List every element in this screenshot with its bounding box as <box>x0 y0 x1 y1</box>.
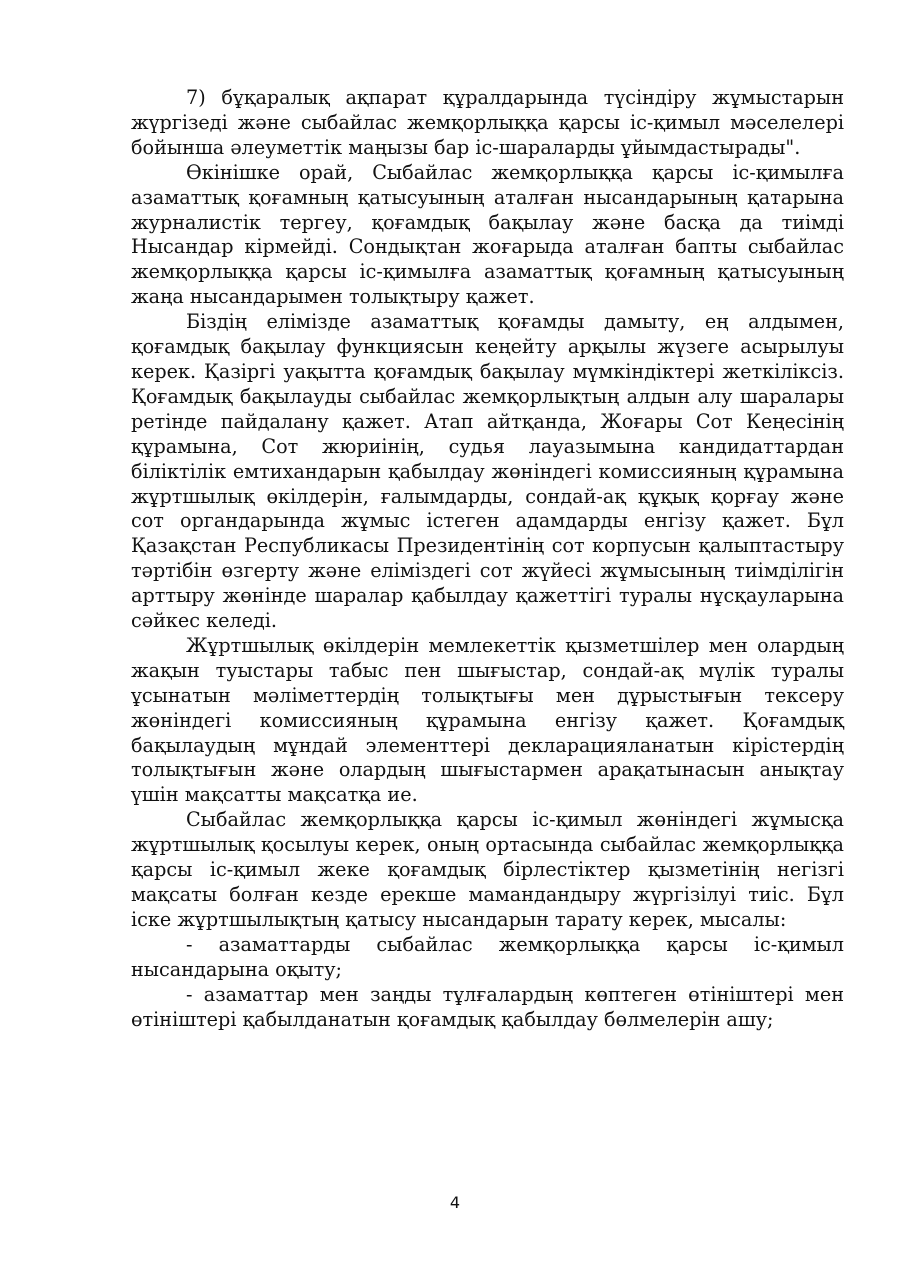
list-item: - азаматтарды сыбайлас жемқорлыққа қарсы іс-қимыл нысандарына оқыту; <box>131 932 844 981</box>
paragraph: 7) бұқаралық ақпарат құралдарында түсіндіру жұмыстарын жүргізеді және сыбайлас жемқорлыққа қарсы іс-қимыл мәселелері бойынша әлеуметтік маңызы бар іс-шараларды ұйымдастырады". <box>131 86 844 159</box>
paragraph: Өкінішке орай, Сыбайлас жемқорлыққа қарсы іс-қимылға азаматтық қоғамның қатысуының аталған нысандарының қатарына журналистік тергеу, қоғамдық бақылау және басқа да тиімді Нысандар кірмейді. Сондықтан жоғарыда аталған бапты сыбайлас жемқорлыққа қарсы іс-қимылға азаматтық қоғамның қатысуының жаңа нысандарымен толықтыру қажет. <box>131 160 844 309</box>
paragraph: Сыбайлас жемқорлыққа қарсы іс-қимыл жөніндегі жұмысқа жұртшылық қосылуы керек, оның ортасында сыбайлас жемқорлыққа қарсы іс-қимыл жеке қоғамдық бірлестіктер қызметінің негізгі мақсаты болған кезде ерекше мамандандыру жүргізілуі тиіс. Бұл іске жұртшылықтың қатысу нысандарын тарату керек, мысалы: <box>131 808 844 931</box>
paragraph: Жұртшылық өкілдерін мемлекеттік қызметшілер мен олардың жақын туыстары табыс пен шығыстар, сондай-ақ мүлік туралы ұсынатын мәліметтердің толықтығы мен дұрыстығын тексеру жөніндегі комиссияның құрамына енгізу қажет. Қоғамдық бақылаудың мұндай элементтері декларацияланатын кірістердің толықтығын және олардың шығыстармен арақатынасын анықтау үшін мақсатты мақсатқа ие. <box>131 633 844 807</box>
page-number: 4 <box>449 1193 461 1212</box>
body-text <box>131 86 844 1032</box>
list-item: - азаматтар мен заңды тұлғалардың көптеген өтініштері мен өтініштері қабылданатын қоғамдық қабылдау бөлмелерін ашу; <box>131 982 844 1031</box>
paragraph: Біздің елімізде азаматтық қоғамды дамыту, ең алдымен, қоғамдық бақылау функциясын кеңейту арқылы жүзеге асырылуы керек. Қазіргі уақытта қоғамдық бақылау мүмкіндіктері жеткіліксіз. Қоғамдық бақылауды сыбайлас жемқорлықтың алдын алу шаралары ретінде пайдалану қажет. Атап айтқанда, Жоғары Сот Кеңесінің құрамына, Сот жюриінің, судья лауазымына кандидаттардан біліктілік емтихандарын қабылдау жөніндегі комиссияның құрамына жұртшылық өкілдерін, ғалымдарды, сондай-ақ құқық қорғау және сот органдарында жұмыс істеген адамдарды енгізу қажет. Бұл Қазақстан Республикасы Президентінің сот корпусын қалыптастыру тәртібін өзгерту және еліміздегі сот жүйесі жұмысының тиімділігін арттыру жөнінде шаралар қабылдау қажеттігі туралы нұсқауларына сәйкес келеді. <box>131 310 844 633</box>
